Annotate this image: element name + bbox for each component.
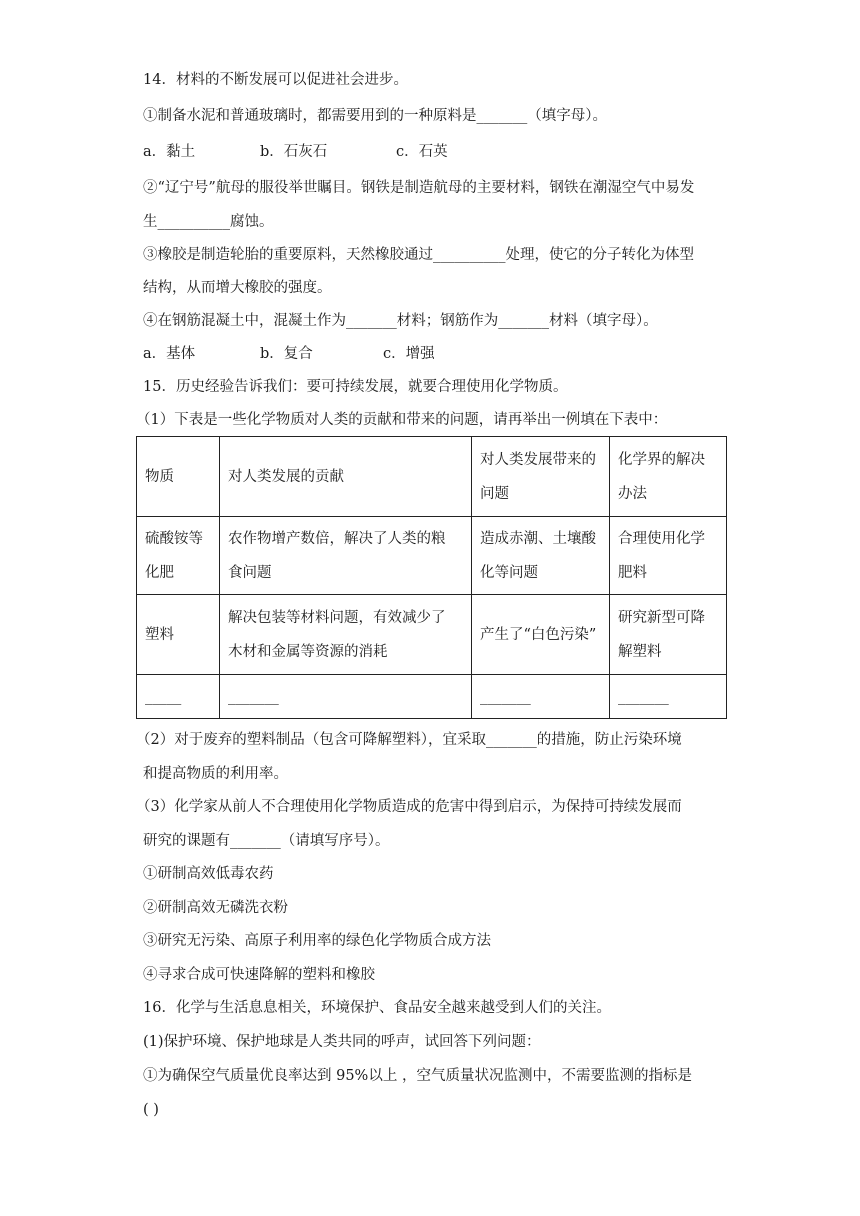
table-row <box>137 517 727 595</box>
q14-part2-line2: 生__________腐蚀。 <box>143 214 274 230</box>
chemistry-table <box>136 436 727 719</box>
option-b: b．石灰石 <box>260 144 328 160</box>
q14-part1-options <box>143 142 448 162</box>
table-cell: 产生了“白色污染” <box>472 595 610 675</box>
table-header-row <box>137 437 727 517</box>
option-c: c．增强 <box>383 346 435 362</box>
q15-item: ②研制高效无磷洗衣粉 <box>143 900 288 916</box>
table-cell: 解决包装等材料问题，有效减少了 木材和金属等资源的消耗 <box>220 595 472 675</box>
q14-part4-options <box>143 344 435 364</box>
q14-part2-line1: ②“辽宁号”航母的服役举世瞩目。钢铁是制造航母的主要材料，钢铁在潮湿空气中易发 <box>143 180 695 196</box>
table-cell: _____ <box>137 675 220 719</box>
q14-part3-line1: ③橡胶是制造轮胎的重要原料，天然橡胶通过__________处理，使它的分子转化为体型 <box>143 247 694 263</box>
table-cell: _______ <box>220 675 472 719</box>
q16-part1-line2: ( ) <box>143 1102 159 1118</box>
q15-sub3-line1: （3）化学家从前人不合理使用化学物质造成的危害中得到启示，为保持可持续发展而 <box>136 799 682 815</box>
q16-stem: 16．化学与生活息息相关，环境保护、食品安全越来越受到人们的关注。 <box>143 1000 611 1016</box>
table-cell: 硫酸铵等 化肥 <box>137 517 220 595</box>
table-row <box>137 675 727 719</box>
option-a: a．黏土 <box>143 144 196 160</box>
table-cell: _______ <box>472 675 610 719</box>
q14-stem: 14．材料的不断发展可以促进社会进步。 <box>143 72 408 88</box>
q14-part3-line2: 结构，从而增大橡胶的强度。 <box>143 280 332 296</box>
table-cell: 对人类发展带来的 问题 <box>472 437 610 517</box>
q15-sub2-line2: 和提高物质的利用率。 <box>143 766 288 782</box>
q14-part1: ①制备水泥和普通玻璃时，都需要用到的一种原料是_______（填字母）。 <box>143 108 607 124</box>
table-cell: _______ <box>610 675 727 719</box>
q16-sub1: (1)保护环境、保护地球是人类共同的呼声，试回答下列问题： <box>143 1034 541 1050</box>
q16-part1-line1: ①为确保空气质量优良率达到 95%以上 ，空气质量状况监测中，不需要监测的指标是 <box>143 1068 692 1084</box>
q15-sub3-line2: 研究的课题有_______（请填写序号）。 <box>143 833 390 849</box>
q15-item: ①研制高效低毒农药 <box>143 866 274 882</box>
table-cell: 物质 <box>137 437 220 517</box>
table-cell: 化学界的解决 办法 <box>610 437 727 517</box>
option-c: c．石英 <box>396 144 448 160</box>
q15-item: ④寻求合成可快速降解的塑料和橡胶 <box>143 967 375 983</box>
table-cell: 研究新型可降 解塑料 <box>610 595 727 675</box>
table-cell: 农作物增产数倍，解决了人类的粮 食问题 <box>220 517 472 595</box>
q15-item: ③研究无污染、高原子利用率的绿色化学物质合成方法 <box>143 933 491 949</box>
q15-sub1: （1）下表是一些化学物质对人类的贡献和带来的问题，请再举出一例填在下表中： <box>136 412 668 428</box>
option-b: b．复合 <box>260 346 313 362</box>
table-row <box>137 595 727 675</box>
q15-sub2-line1: （2）对于废弃的塑料制品（包含可降解塑料），宜采取_______的措施，防止污染环境 <box>136 732 682 748</box>
option-a: a．基体 <box>143 346 196 362</box>
q14-part4: ④在钢筋混凝土中，混凝土作为_______材料；钢筋作为_______材料（填字母）。 <box>143 313 658 329</box>
q15-stem: 15．历史经验告诉我们：要可持续发展，就要合理使用化学物质。 <box>143 379 568 395</box>
table-cell: 塑料 <box>137 595 220 675</box>
table-cell: 造成赤潮、土壤酸 化等问题 <box>472 517 610 595</box>
table-cell: 合理使用化学 肥料 <box>610 517 727 595</box>
table-cell: 对人类发展的贡献 <box>220 437 472 517</box>
